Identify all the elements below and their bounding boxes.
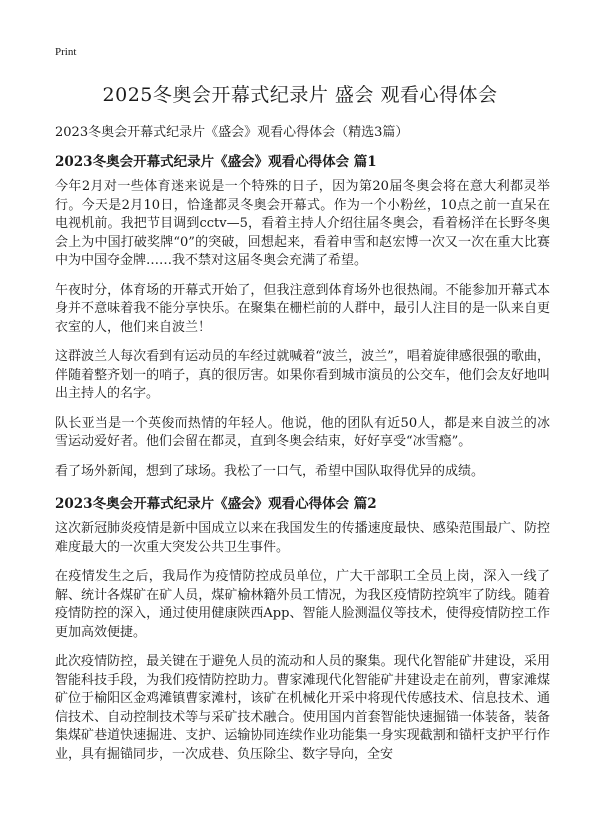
paragraph: 在疫情发生之后，我局作为疫情防控成员单位，广大干部职工全员上岗，深入一线了解、统计各煤矿在矿人员，煤矿榆林籍外员工情况，为我区疫情防控筑牢了防线。随着疫情防控的深入，通过使用健康陕西App、智能人脸测温仪等技术，使得疫情防控工作更加高效便捷。 [55,569,550,640]
section-2 [55,492,550,764]
print-label[interactable]: Print [55,46,77,58]
paragraph: 这群波兰人每次看到有运动员的车经过就喊着“波兰，波兰”，唱着旋律感很强的歌曲，伴随着整齐划一的哨子，真的很厉害。如果你看到城市演员的公交车，他们会友好地叫出主持人的名字。 [55,349,550,401]
paragraph: 看了场外新闻，想到了球场。我松了一口气，希望中国队取得优异的成绩。 [55,463,485,479]
section-1 [55,150,550,481]
paragraph: 午夜时分，体育场的开幕式开始了，但我注意到体育场外也很热闹。不能参加开幕式本身并不意味着我不能分享快乐。在聚集在栅栏前的人群中，最引人注目的是一队来自更衣室的人，他们来自波兰！ [55,282,550,335]
document-title: 2025冬奥会开幕式纪录片 盛会 观看心得体会 [102,84,498,106]
paragraph: 今年2月对一些体育迷来说是一个特殊的日子，因为第20届冬奥会将在意大利都灵举行。今天是2月10日，恰逢都灵冬奥会开幕式。作为一个小粉丝，10点之前一直呆在电视机前。我把节目调到cctv—5，看着主持人介绍往届冬奥会，看着杨洋在长野冬奥会上为中国打破奖牌“0”的突破，回想起来，看着申雪和赵宏博一次又一次在重大比赛中为中国夺金牌……我不禁对这届冬奥会充满了希望。 [55,179,550,268]
paragraph: 这次新冠肺炎疫情是新中国成立以来在我国发生的传播速度最快、感染范围最广、防控难度最大的一次重大突发公共卫生事件。 [55,521,550,555]
section-heading: 2023冬奥会开幕式纪录片《盛会》观看心得体会 篇2 [55,496,377,512]
article-body [55,150,550,775]
document-subtitle: 2023冬奥会开幕式纪录片《盛会》观看心得体会（精选3篇） [55,125,409,140]
paragraph: 此次疫情防控，最关键在于避免人员的流动和人员的聚集。现代化智能矿井建设，采用智能科技手段，为我们疫情防控助力。曹家滩现代化智能矿井建设走在前列，曹家滩煤矿位于榆阳区金鸡滩镇曹家滩村，该矿在机械化开采中将现代传感技术、信息技术、通信技术、自动控制技术等与采矿技术融合。使用国内首套智能快速掘锚一体装备，装备集煤矿巷道快速掘进、支护、运输协同连续作业功能集一身实现截割和锚杆支护平行作业，具有掘锚同步，一次成巷、负压除尘、数字导向，全安 [55,654,550,762]
paragraph: 队长亚当是一个英俊而热情的年轻人。他说，他的团队有近50人，都是来自波兰的冰雪运动爱好者。他们会留在都灵，直到冬奥会结束，好好享受“冰雪瘾”。 [55,415,550,449]
section-heading: 2023冬奥会开幕式纪录片《盛会》观看心得体会 篇1 [55,154,377,170]
